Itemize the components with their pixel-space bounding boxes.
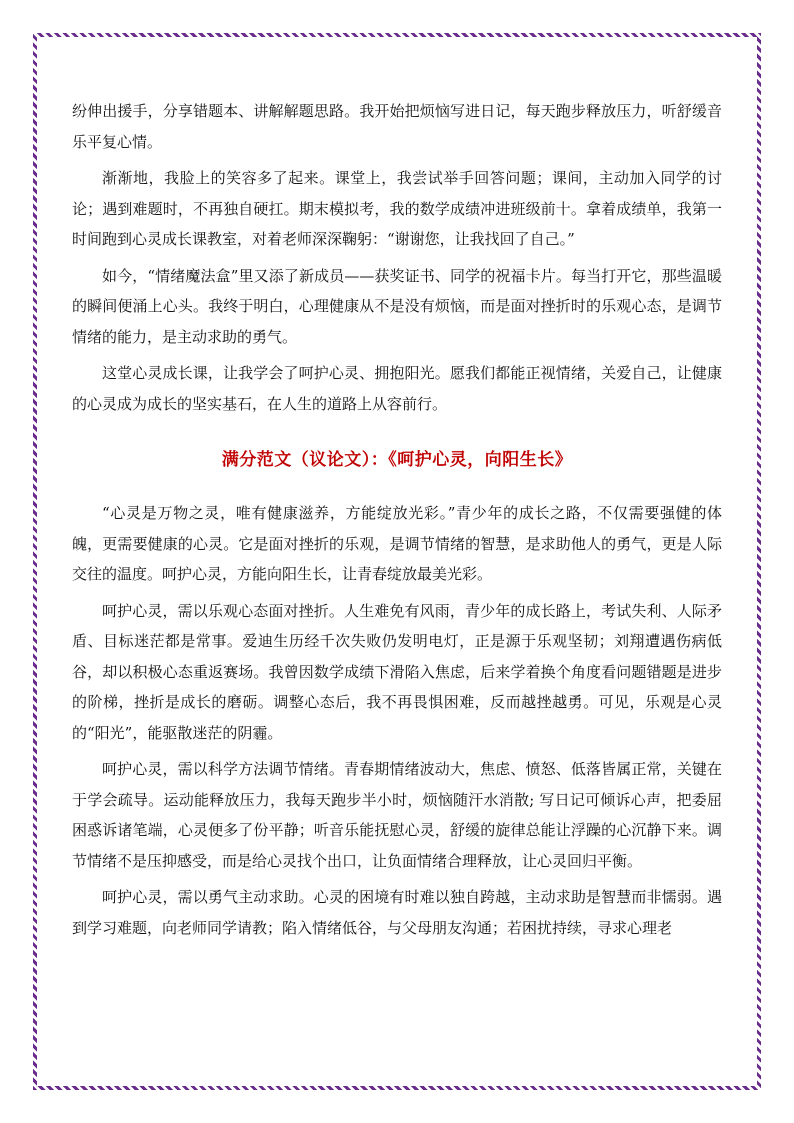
- paragraph: 纷伸出援手，分享错题本、讲解解题思路。我开始把烦恼写进日记，每天跑步释放压力，听舒缓音乐平复心情。: [72, 102, 722, 151]
- paragraph: 渐渐地，我脸上的笑容多了起来。课堂上，我尝试举手回答问题；课间，主动加入同学的讨论；遇到难题时，不再独自硬扛。期末模拟考，我的数学成绩冲进班级前十。拿着成绩单，我第一时间跑到心灵成长课教室，对着老师深深鞠躬：“谢谢您，让我找回了自己。”: [72, 169, 722, 248]
- section-heading: 满分范文（议论文）：《呵护心灵，向阳生长》: [221, 450, 573, 470]
- paragraph: 呵护心灵，需以科学方法调节情绪。青春期情绪波动大，焦虑、愤怒、低落皆属正常，关键在于学会疏导。运动能释放压力，我每天跑步半小时，烦恼随汗水消散; 写日记可倾诉心声，把委屈困惑诉诸笔端，心灵便多了份平静；听音乐能抚慰心灵，舒缓的旋律总能让浮躁的心沉静下来。调节情绪不是压抑感受，而是给心灵找个出口，让负面情绪合理释放，让心灵回归平衡。: [72, 760, 722, 870]
- paragraph: 呵护心灵，需以勇气主动求助。心灵的困境有时难以独自跨越，主动求助是智慧而非懦弱。遇到学习难题，向老师同学请教；陷入情绪低谷，与父母朋友沟通；若困扰持续，寻求心理老: [72, 888, 722, 937]
- paragraph: 如今，“情绪魔法盒”里又添了新成员——获奖证书、同学的祝福卡片。每当打开它，那些温暖的瞬间便涌上心头。我终于明白，心理健康从不是没有烦恼，而是面对挫折时的乐观心态，是调节情绪的能力，是主动求助的勇气。: [72, 266, 722, 346]
- paragraph: 呵护心灵，需以乐观心态面对挫折。人生难免有风雨，青少年的成长路上，考试失利、人际矛盾、目标迷茫都是常事。爱迪生历经千次失败仍发明电灯，正是源于乐观坚韧；刘翔遭遇伤病低谷，却以积极心态重返赛场。我曾因数学成绩下滑陷入焦虑，后来学着换个角度看问题错题是进步的阶梯，挫折是成长的磨砺。调整心态后，我不再畏惧困难，反而越挫越勇。可见，乐观是心灵的“阳光”，能驱散迷茫的阴霾。: [72, 601, 722, 742]
- paragraph: “心灵是万物之灵，唯有健康滋养，方能绽放光彩。”青少年的成长之路，不仅需要强健的体魄，更需要健康的心灵。它是面对挫折的乐观，是调节情绪的智慧，是求助他人的勇气，更是人际交往的温度。呵护心灵，方能向阳生长，让青春绽放最美光彩。: [72, 504, 722, 583]
- paragraph: 这堂心灵成长课，让我学会了呵护心灵、拥抱阳光。愿我们都能正视情绪，关爱自己，让健康的心灵成为成长的坚实基石，在人生的道路上从容前行。: [72, 364, 722, 413]
- document-body: [72, 96, 722, 943]
